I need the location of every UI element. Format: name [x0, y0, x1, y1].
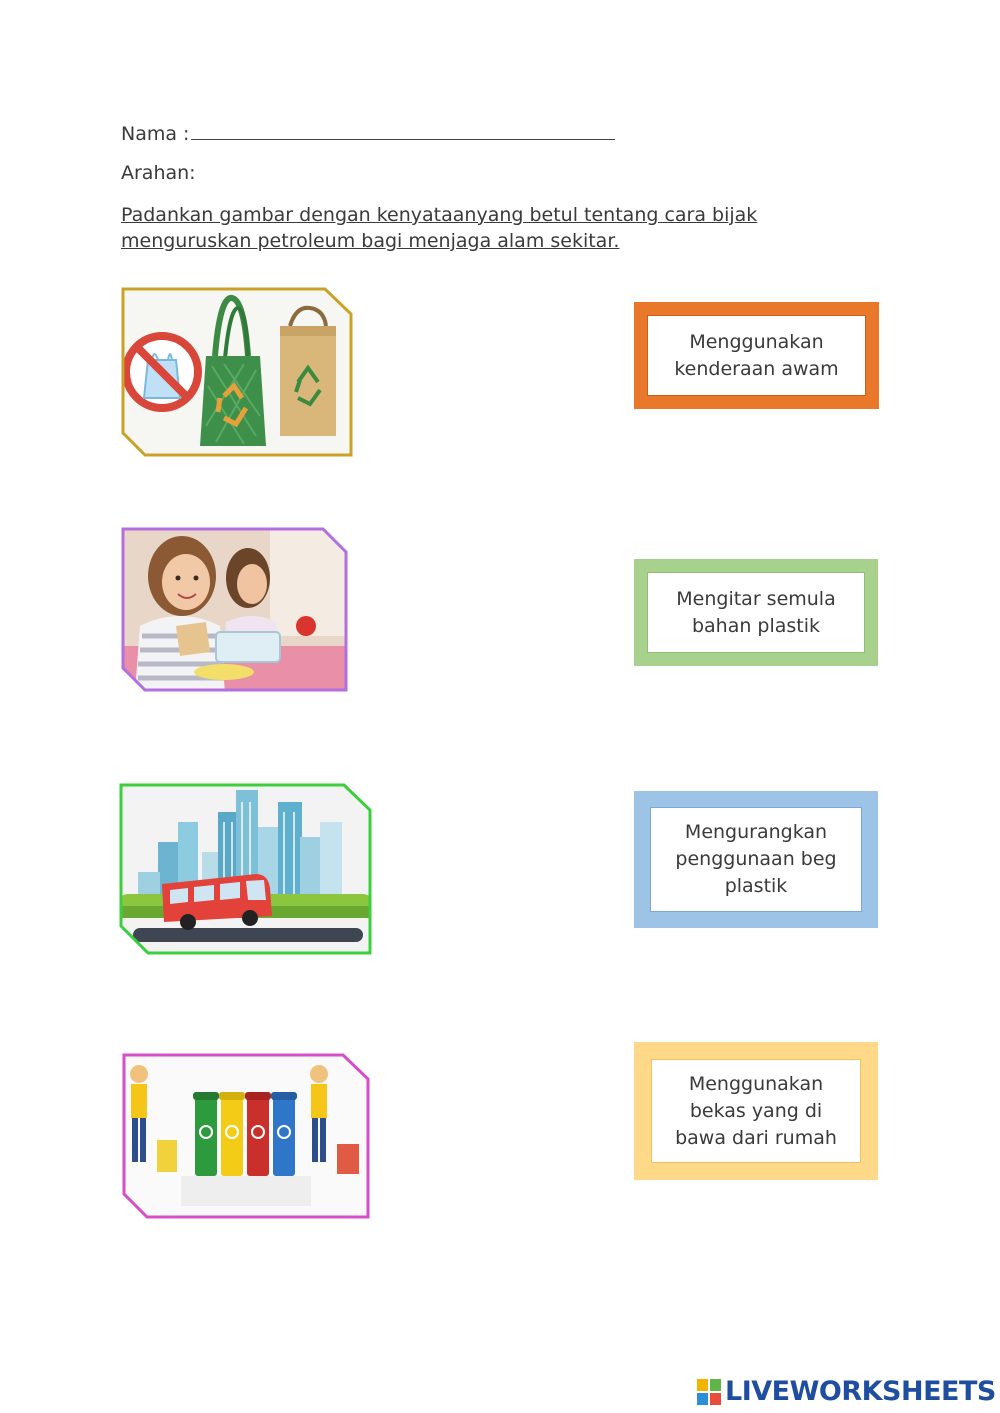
answer-box-reduce-plastic-bags[interactable]: [634, 791, 878, 928]
directions-label: Arahan:: [121, 162, 196, 184]
answer-box-public-transport[interactable]: [634, 302, 879, 409]
liveworksheets-logo: [697, 1376, 996, 1407]
answer-box-text: Menggunakan kenderaan awam: [647, 315, 866, 396]
picture-children-lunchbox[interactable]: [120, 526, 349, 693]
picture-reusable-bags[interactable]: [120, 286, 354, 458]
answer-box-text: Menggunakan bekas yang di bawa dari rumah: [651, 1059, 861, 1163]
brand-name: LIVEWORKSHEETS: [725, 1376, 996, 1407]
instruction-text: Padankan gambar dengan kenyataanyang betul tentang cara bijak menguruskan petroleum bagi menjaga alam sekitar.: [121, 204, 758, 252]
answer-box-text: Mengurangkan penggunaan beg plastik: [650, 807, 862, 912]
name-field: [121, 121, 615, 145]
answer-box-recycle-plastic[interactable]: [634, 559, 878, 666]
name-label: Nama :: [121, 123, 190, 145]
answer-box-containers-from-home[interactable]: [634, 1042, 878, 1180]
picture-recycling-bins[interactable]: [121, 1052, 371, 1220]
logo-mark-icon: [697, 1379, 721, 1405]
name-blank-line[interactable]: [191, 121, 615, 140]
picture-city-bus[interactable]: [118, 782, 373, 956]
answer-box-text: Mengitar semula bahan plastik: [647, 572, 865, 653]
